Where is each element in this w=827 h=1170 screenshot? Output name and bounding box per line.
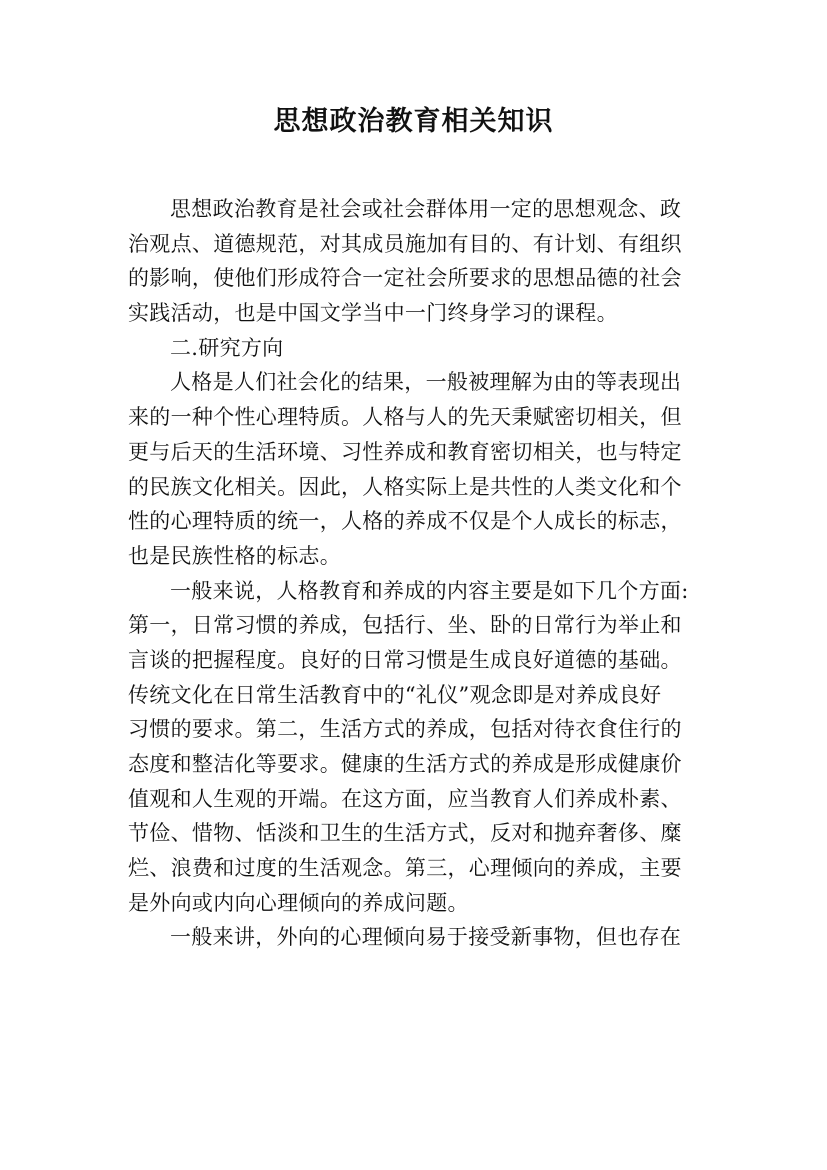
- text-line: 思想政治教育是社会或社会群体用一定的思想观念、政: [170, 197, 682, 221]
- text-line: 也是民族性格的标志。: [128, 543, 341, 568]
- text-line: 值观和人生观的开端。在这方面，应当教育人们养成朴素、: [128, 786, 682, 811]
- document-title: 思想政治教育相关知识: [273, 106, 554, 137]
- text-line: 二.研究方向: [170, 335, 284, 360]
- text-line: 是外向或内向心理倾向的养成问题。: [128, 890, 469, 915]
- text-line: 烂、浪费和过度的生活观念。第三，心理倾向的养成，主要: [128, 856, 682, 881]
- text-line: 实践活动，也是中国文学当中一门终身学习的课程。: [128, 301, 618, 326]
- text-line: 言谈的把握程度。良好的日常习惯是生成良好道德的基础。: [128, 647, 682, 672]
- text-line: 态度和整洁化等要求。健康的生活方式的养成是形成健康价: [128, 752, 682, 776]
- text-line: 来的一种个性心理特质。人格与人的先天秉赋密切相关，但: [128, 405, 682, 430]
- text-line: 性的心理特质的统一，人格的养成不仅是个人成长的标志，: [128, 509, 682, 534]
- text-line: 的影响，使他们形成符合一定社会所要求的思想品德的社会: [128, 266, 682, 291]
- text-line: 一般来讲，外向的心理倾向易于接受新事物，但也存在: [170, 925, 682, 950]
- document-body: [128, 192, 712, 955]
- text-line: 的民族文化相关。因此，人格实际上是共性的人类文化和个: [128, 474, 682, 499]
- text-line: 更与后天的生活环境、习性养成和教育密切相关，也与特定: [128, 439, 682, 464]
- text-line: 习惯的要求。第二，生活方式的养成，包括对待衣食住行的: [128, 717, 682, 742]
- text-line: 第一，日常习惯的养成，包括行、坐、卧的日常行为举止和: [128, 613, 682, 638]
- text-line: 人格是人们社会化的结果，一般被理解为由的等表现出: [170, 370, 682, 395]
- text-line: 一般来说，人格教育和养成的内容主要是如下几个方面:: [170, 578, 689, 603]
- text-line: 治观点、道德规范，对其成员施加有目的、有计划、有组织: [128, 231, 682, 256]
- text-line: 节俭、惜物、恬淡和卫生的生活方式，反对和抛弃奢侈、糜: [128, 821, 682, 846]
- text-line: 传统文化在日常生活教育中的“礼仪”观念即是对养成良好: [128, 682, 662, 707]
